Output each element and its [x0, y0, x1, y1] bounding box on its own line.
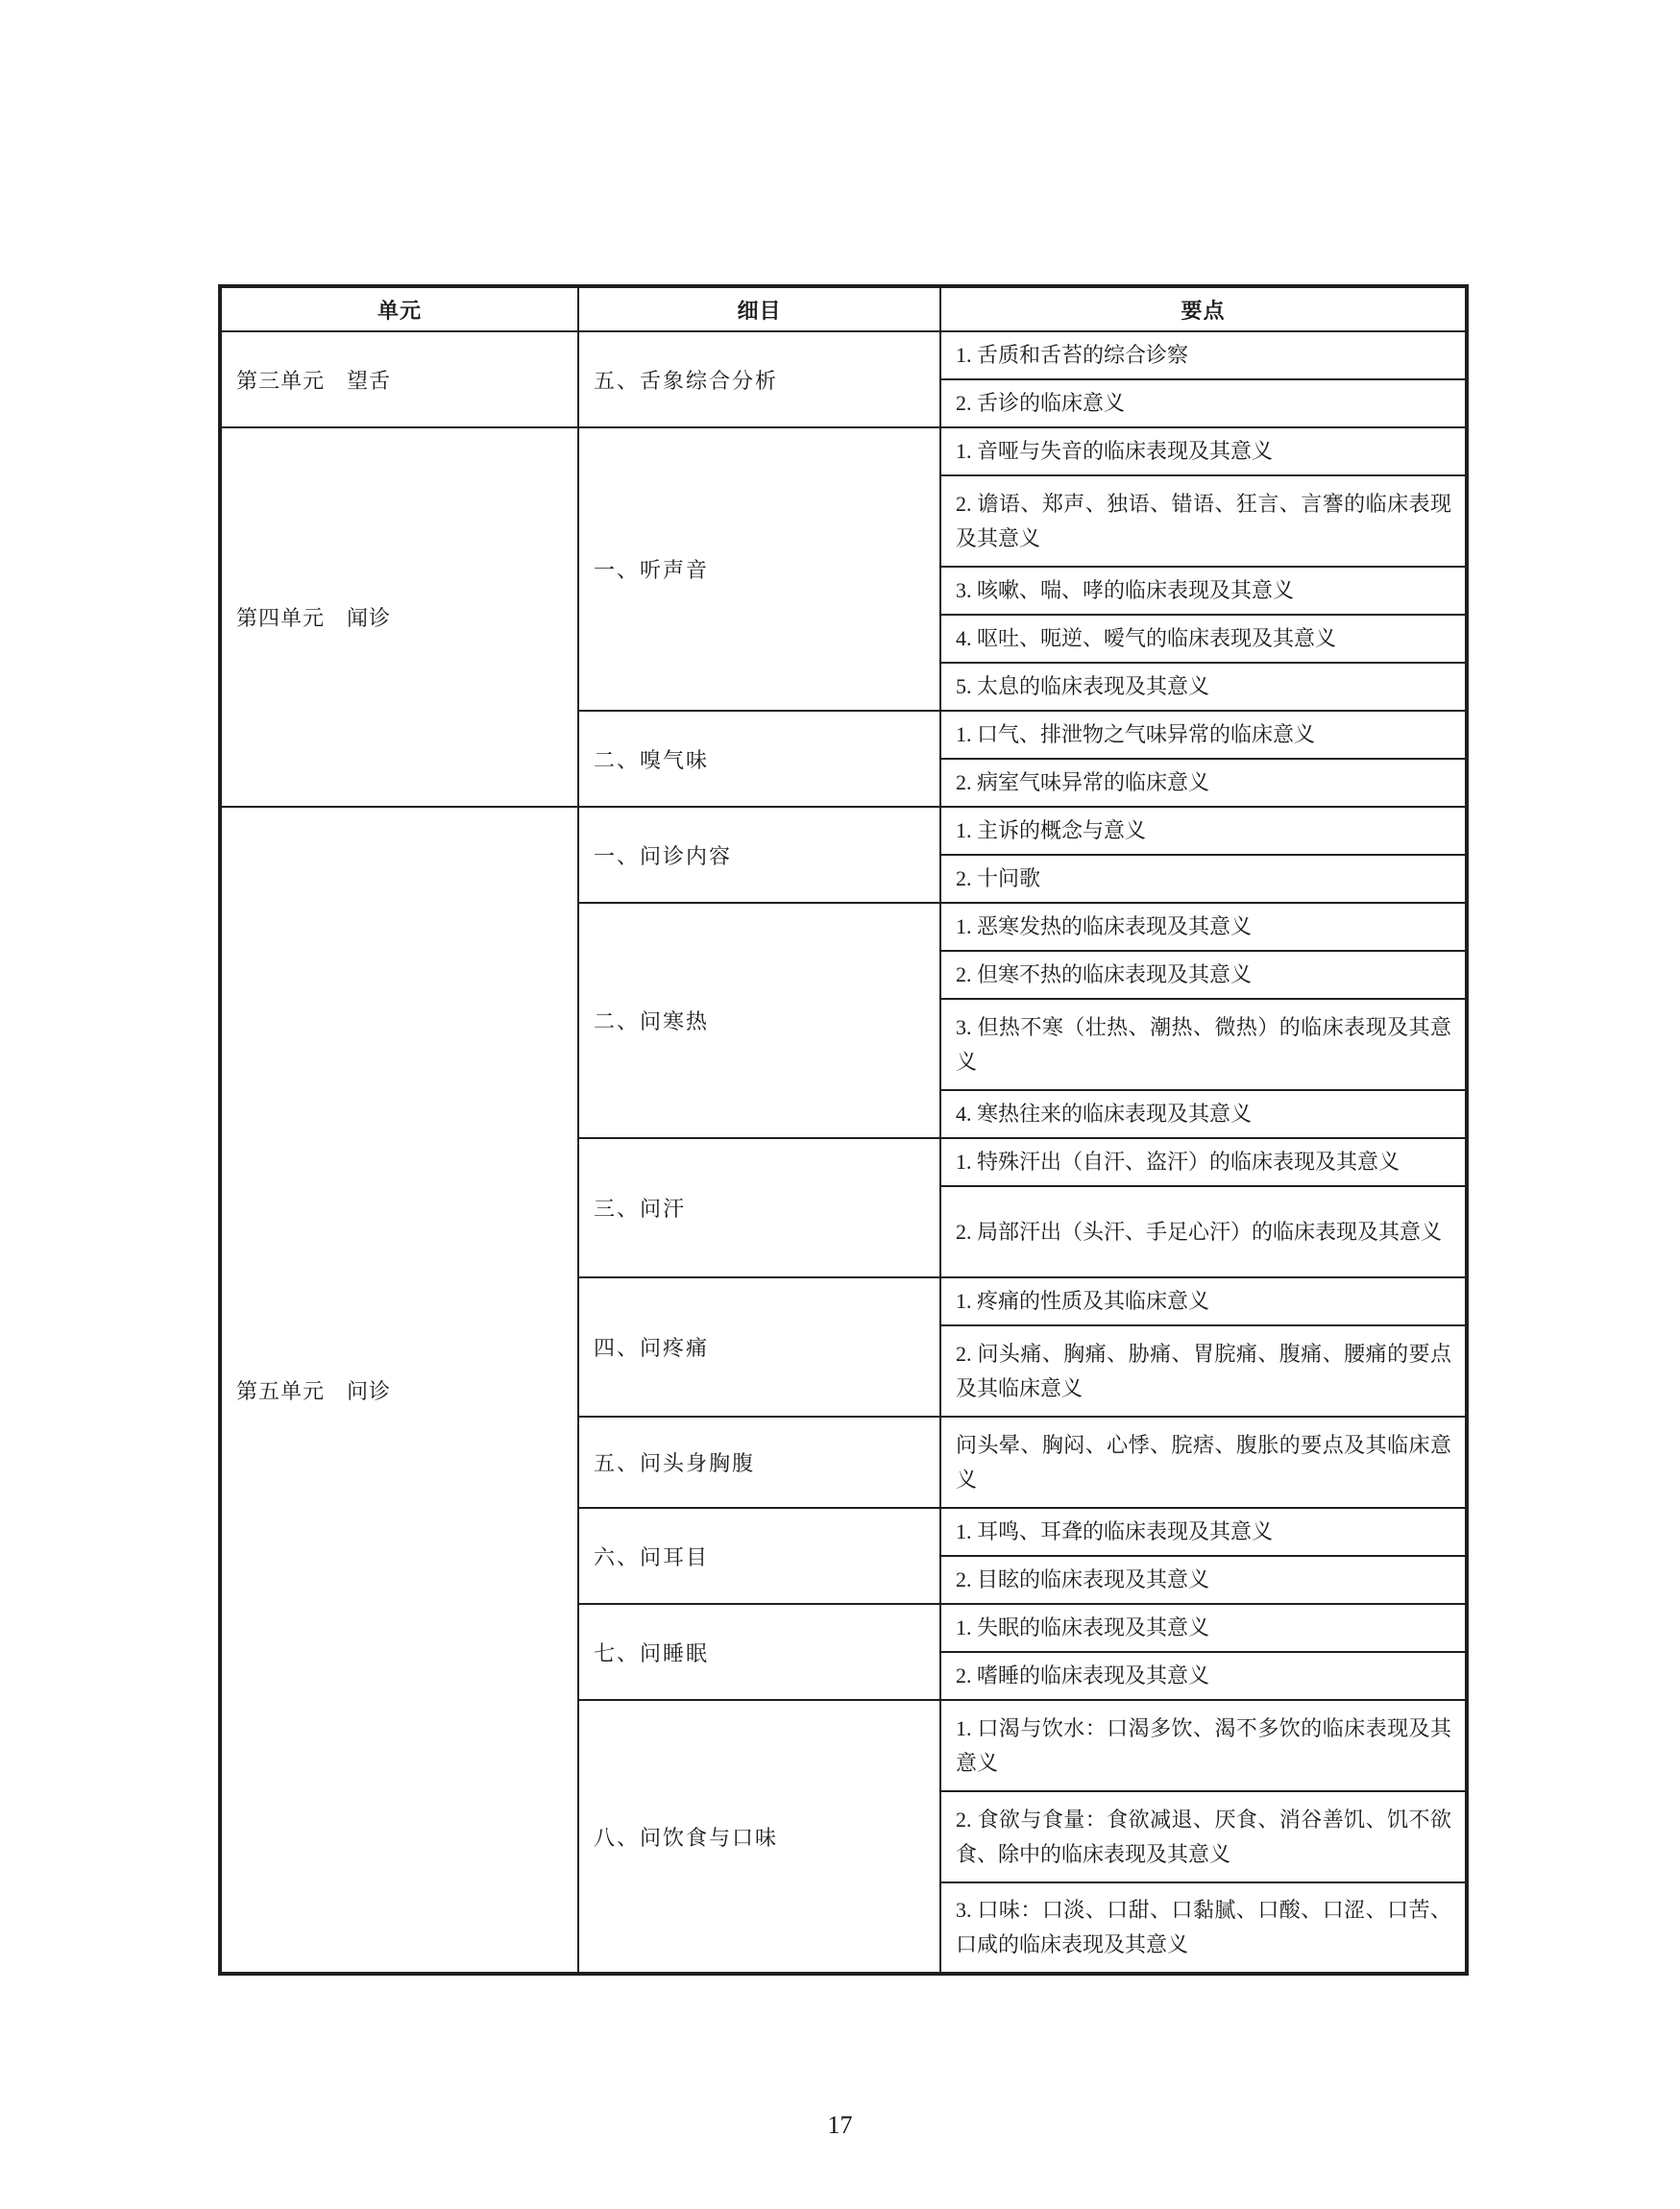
subsection-cell: 三、问汗	[578, 1138, 940, 1277]
column-header-unit: 单元	[220, 286, 578, 331]
syllabus-table	[218, 284, 1469, 1976]
unit-cell: 第三单元 望舌	[220, 331, 578, 427]
point-cell: 3. 咳嗽、喘、哮的临床表现及其意义	[940, 567, 1467, 615]
subsection-cell: 七、问睡眠	[578, 1604, 940, 1700]
table-row	[220, 427, 1467, 475]
point-cell: 1. 舌质和舌苔的综合诊察	[940, 331, 1467, 379]
header-row	[220, 286, 1467, 331]
point-cell: 2. 病室气味异常的临床意义	[940, 759, 1467, 807]
point-cell: 1. 特殊汗出（自汗、盗汗）的临床表现及其意义	[940, 1138, 1467, 1186]
subsection-cell: 一、听声音	[578, 427, 940, 711]
subsection-cell: 六、问耳目	[578, 1508, 940, 1604]
point-cell: 2. 嗜睡的临床表现及其意义	[940, 1652, 1467, 1700]
point-cell: 2. 食欲与食量：食欲减退、厌食、消谷善饥、饥不欲食、除中的临床表现及其意义	[940, 1791, 1467, 1882]
point-cell: 4. 呕吐、呃逆、嗳气的临床表现及其意义	[940, 615, 1467, 663]
subsection-cell: 八、问饮食与口味	[578, 1700, 940, 1974]
point-cell: 3. 但热不寒（壮热、潮热、微热）的临床表现及其意义	[940, 999, 1467, 1090]
point-cell: 2. 十问歌	[940, 855, 1467, 903]
subsection-cell: 五、舌象综合分析	[578, 331, 940, 427]
unit-cell: 第四单元 闻诊	[220, 427, 578, 807]
point-cell: 2. 谵语、郑声、独语、错语、狂言、言謇的临床表现及其意义	[940, 475, 1467, 567]
table-row	[220, 807, 1467, 855]
page-number: 17	[827, 2111, 853, 2139]
column-header-keypoints: 要点	[940, 286, 1467, 331]
point-cell: 1. 疼痛的性质及其临床意义	[940, 1277, 1467, 1325]
point-cell: 1. 恶寒发热的临床表现及其意义	[940, 903, 1467, 951]
point-cell: 问头晕、胸闷、心悸、脘痞、腹胀的要点及其临床意义	[940, 1417, 1467, 1508]
point-cell: 5. 太息的临床表现及其意义	[940, 663, 1467, 711]
point-cell: 1. 口渴与饮水：口渴多饮、渴不多饮的临床表现及其意义	[940, 1700, 1467, 1791]
subsection-cell: 五、问头身胸腹	[578, 1417, 940, 1508]
table-row	[220, 331, 1467, 379]
subsection-cell: 二、嗅气味	[578, 711, 940, 807]
point-cell: 1. 音哑与失音的临床表现及其意义	[940, 427, 1467, 475]
unit-cell: 第五单元 问诊	[220, 807, 578, 1974]
point-cell: 1. 失眠的临床表现及其意义	[940, 1604, 1467, 1652]
point-cell: 2. 舌诊的临床意义	[940, 379, 1467, 427]
point-cell: 2. 局部汗出（头汗、手足心汗）的临床表现及其意义	[940, 1186, 1467, 1277]
column-header-detail: 细目	[578, 286, 940, 331]
point-cell: 1. 主诉的概念与意义	[940, 807, 1467, 855]
subsection-cell: 四、问疼痛	[578, 1277, 940, 1417]
point-cell: 2. 问头痛、胸痛、胁痛、胃脘痛、腹痛、腰痛的要点及其临床意义	[940, 1325, 1467, 1417]
point-cell: 4. 寒热往来的临床表现及其意义	[940, 1090, 1467, 1138]
point-cell: 2. 目眩的临床表现及其意义	[940, 1556, 1467, 1604]
point-cell: 3. 口味：口淡、口甜、口黏腻、口酸、口涩、口苦、口咸的临床表现及其意义	[940, 1882, 1467, 1974]
point-cell: 1. 口气、排泄物之气味异常的临床意义	[940, 711, 1467, 759]
point-cell: 2. 但寒不热的临床表现及其意义	[940, 951, 1467, 999]
point-cell: 1. 耳鸣、耳聋的临床表现及其意义	[940, 1508, 1467, 1556]
subsection-cell: 二、问寒热	[578, 903, 940, 1138]
subsection-cell: 一、问诊内容	[578, 807, 940, 903]
